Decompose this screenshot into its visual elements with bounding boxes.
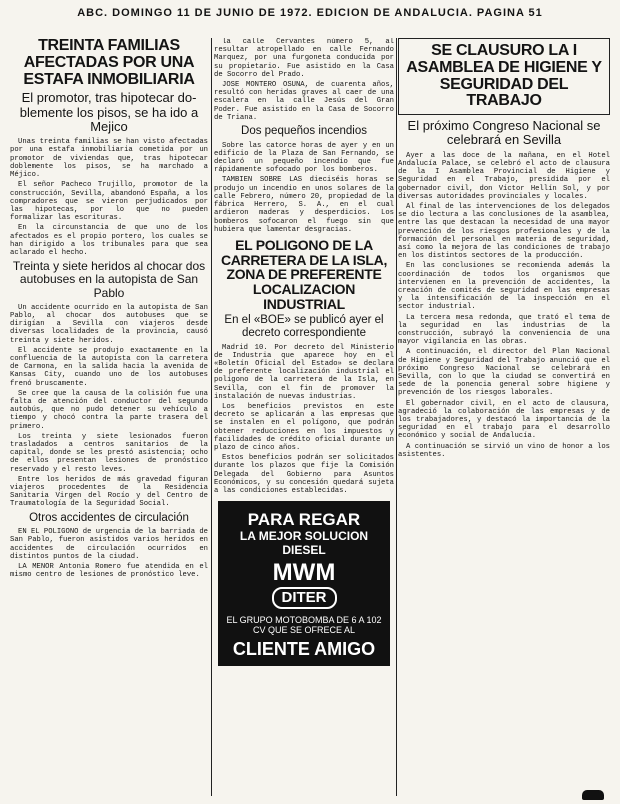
paragraph: LA MENOR Antonia Romero fue atendida en el mismo centro de lesiones de pronóstico leve. (10, 563, 208, 580)
paragraph: A continuación se sirvió un vino de honor a los asistentes. (398, 442, 610, 459)
paragraph: Madrid 10. Por decreto del Ministerio de Industria que aparece hoy en el «Boletín Oficial del Estado» se declara de preferente localización industrial el polígono de la carretera de la Isla, en Sevilla, con el fin de promover la instalación de nuevas industrias. (214, 343, 394, 401)
headline-poligono: EL POLIGONO DE LA CARRETERA DE LA ISLA, ZONA DE PREFERENTE LOCALIZACION INDUSTRIAL (220, 236, 388, 312)
paragraph: EN EL POLIGONO de urgencia de la barriada de San Pablo, fueron asistidos varios heridos en accidentes de circulación ocurridos en distintos puntos de la ciudad. (10, 528, 208, 561)
brand-logo-mwm: MWM (272, 559, 336, 587)
running-head: ABC. DOMINGO 11 DE JUNIO DE 1972. EDICION DE ANDALUCIA. PAGINA 51 (77, 7, 543, 19)
paragraph: En la circunstancia de que uno de los afectados es el propio portero, los cuales se han dirigido a los tribunales para que sea aclarado el hecho. (10, 224, 208, 257)
ad-line-grupo: EL GRUPO MOTOBOMBA DE 6 A 102 CV QUE SE OFRECE AL (226, 615, 382, 636)
subhead-congreso: El próximo Congreso Nacional se celebrará en Sevilla (407, 118, 601, 148)
headline-asamblea: SE CLAUSURO LA I ASAMBLEA DE HIGIENE Y SEGURIDAD DEL TRABAJO (406, 42, 602, 110)
column-rule-1 (211, 38, 212, 796)
column-3 (398, 38, 610, 796)
paragraph: Los treinta y siete lesionados fueron trasladados a centros sanitarios de la capital, donde se les prestó asistencia; ocho de ellos presentan lesiones de pronóstico reservado y el resto leves. (10, 432, 208, 474)
paragraph: la calle Cervantes número 5, al resultar atropellado en calle Fernando Marquez, por una furgoneta conducida por su propietario. Fue asistido en la Casa de Socorro del Prado. (214, 38, 394, 79)
advertisement-motobomba (218, 501, 390, 666)
headline-box (398, 38, 610, 115)
subhead-incendios: Dos pequeños incendios (241, 125, 367, 138)
paragraph: TAMBIEN SOBRE LAS dieciséis horas se produjo un incendio en unos solares de la calle Febrero, número 20, propiedad de la fábrica Herrero, S. A., en el cual ardieron maderas y desperdicios. Los bomberos sofocaron el fuego sin que hubiera que lamentar desgracias. (214, 176, 394, 234)
paragraph: Estos beneficios podrán ser solicitados durante los plazos que fije la Comisión Delegada del Gobierno para Asuntos Económicos, y su concesión quedará sujeta a las condiciones establecidas. (214, 454, 394, 496)
column-2 (214, 38, 394, 796)
paragraph: El señor Pacheco Trujillo, promotor de la construcción, Sevilla, abandonó España, a los compradores que se vieron perjudicados por las hipotecas, por lo que no pueden formalizar las escrituras. (10, 181, 208, 223)
ad-line-cliente: CLIENTE AMIGO (232, 639, 376, 660)
paragraph: Unas treinta familias se han visto afectadas por una estafa inmobiliaria cometida por un promotor de viviendas que, tras hipotecar doblemente los pisos, se ha marchado a Méjico. (10, 138, 208, 180)
paragraph: Ayer a las doce de la mañana, en el Hotel Andalucía Palace, se celebró el acto de clausura de la I Asamblea Provincial de Higiene y Seguridad en el Trabajo, presidida por el gobernador civil, don Víctor Hellín Sol, y por diversas autoridades provinciales y locales. (398, 151, 610, 201)
ink-blot (582, 790, 604, 800)
subhead-boe: En el «BOE» se publicó ayer el decreto correspondiente (224, 314, 384, 339)
ad-line-diesel: DIESEL (282, 543, 326, 558)
paragraph: En las conclusiones se recomienda además la coordinación de todos los organismos que intervienen en la prevención de accidentes, la creación de comités de seguridad en las empresas y la intensificación de la inspección en el sector industrial. (398, 262, 610, 312)
ad-line-para-regar: PARA REGAR (247, 510, 361, 530)
paragraph: Sobre las catorce horas de ayer y en un edificio de la Plaza de San Fernando, se declaró un pequeño incendio que fue rápidamente sofocado por los bomberos. (214, 141, 394, 175)
paragraph: El accidente se produjo exactamente en la confluencia de la autopista con la carretera de Carmona, en la salida hacia la avenida de Kansas City, cuando uno de los autobuses frenó bruscamente. (10, 346, 208, 388)
subhead-promotor: El promotor, tras hipotecar do-blemente los pisos, se ha ido a Mejico (19, 90, 199, 134)
headline-estafa: TREINTA FAMILIAS AFECTADAS POR UNA ESTAFA INMOBILIARIA (23, 38, 195, 88)
subhead-otros-accidentes: Otros accidentes de circulación (29, 511, 189, 524)
paragraph: Se cree que la causa de la colisión fue una falta de atención del conductor del segundo autobús, que no pudo detener su vehículo a tiempo y chocó contra la parte trasera del primero. (10, 389, 208, 431)
paragraph: Los beneficios previstos en este decreto se aplicarán a las empresas que se instalen en el polígono, que podrán obtener reducciones en los impuestos y facilidades de crédito oficial durante un plazo de cinco años. (214, 403, 394, 453)
paragraph: JOSE MONTERO OSUNA, de cuarenta años, resultó con heridas graves al caer de una escalera en la calle Jesús del Gran Poder. Fue asistido en la Casa de Socorro de Triana. (214, 81, 394, 122)
paragraph: Al final de las intervenciones de los delegados se dio lectura a las conclusiones de la asamblea, entre las que destacan la necesidad de una mayor prevención de los riesgos profesionales y de la formación del personal en materia de seguridad, así como la mejora de las condiciones de trabajo en los distintos sectores de la producción. (398, 203, 610, 261)
brand-logo-diter: DITER (272, 587, 337, 609)
paragraph: A continuación, el director del Plan Nacional de Higiene y Seguridad del Trabajo anunció que el próximo Congreso Nacional se celebrará en Sevilla, con lo que la ciudad se convertirá en sede de la ponencia general sobre higiene y prevención de los riesgos laborales. (398, 348, 610, 398)
subhead-autobuses: Treinta y siete heridos al chocar dos autobuses en la autopista de San Pablo (12, 259, 206, 300)
paragraph: Un accidente ocurrido en la autopista de San Pablo, al chocar dos autobuses que se dirigían a Sevilla con viajeros desde diversas localidades de la provincia, causó treinta y siete heridos. (10, 303, 208, 345)
paragraph: La tercera mesa redonda, que trató el tema de la seguridad en las industrias de la construcción, subrayó la conveniencia de una mayor vigilancia en las obras. (398, 313, 610, 347)
ad-line-solucion: LA MEJOR SOLUCION (239, 529, 369, 544)
paragraph: Entre los heridos de más gravedad figuran viajeros procedentes de la Residencia Sanitaria Virgen del Rocío y del Centro de Traumatología de la Seguridad Social. (10, 475, 208, 509)
column-1 (10, 38, 208, 796)
column-rule-2 (396, 38, 397, 796)
paragraph: El gobernador civil, en el acto de clausura, agradeció la colaboración de las empresas y de los trabajadores, y destacó la importancia de la seguridad en el trabajo para el desarrollo económico y social de Andalucía. (398, 399, 610, 441)
